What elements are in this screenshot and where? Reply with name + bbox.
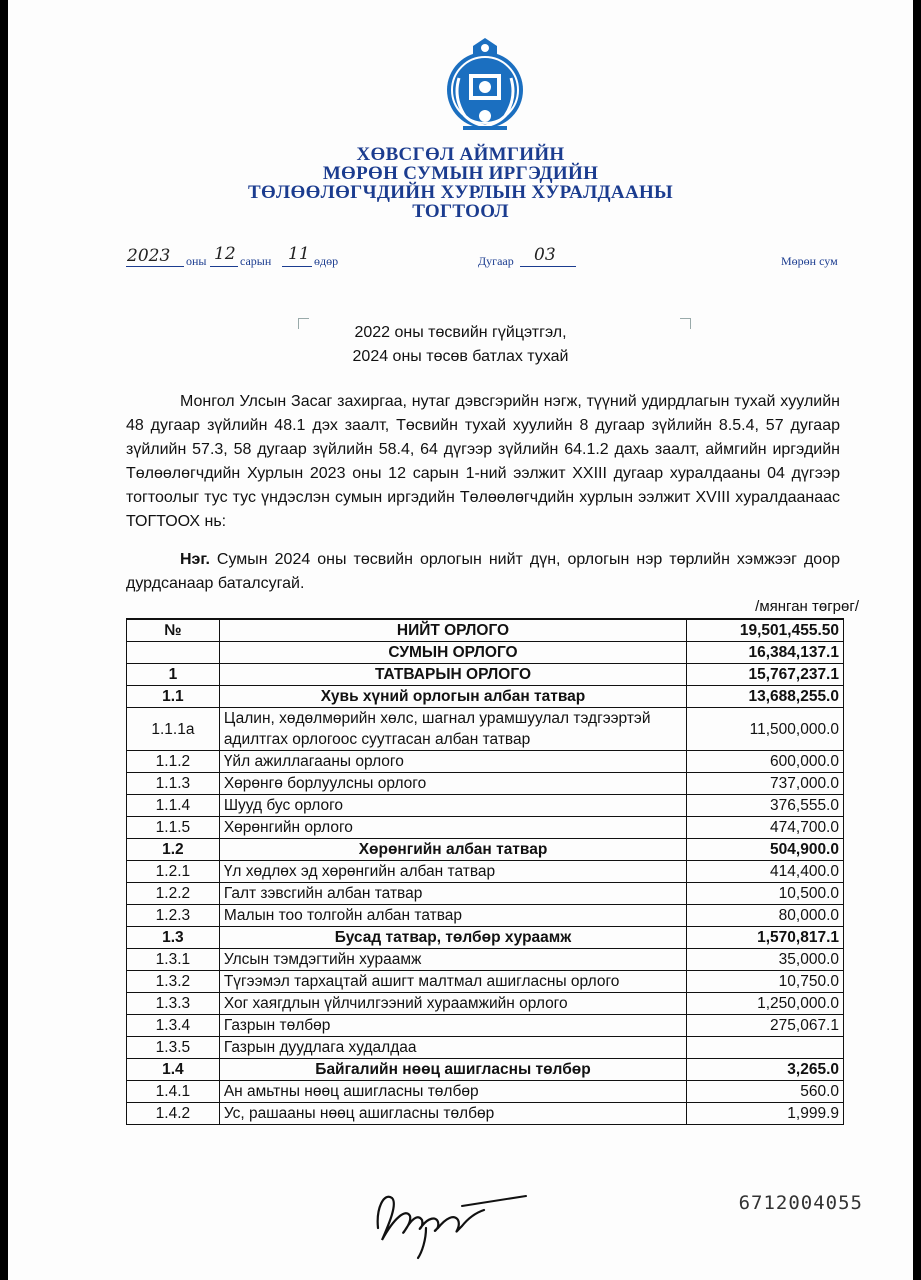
row-amount-cell: 737,000.0 xyxy=(687,773,844,795)
table-row xyxy=(127,927,844,949)
row-name-cell: Улсын тэмдэгтийн хураамж xyxy=(219,949,686,971)
row-name-cell: ТАТВАРЫН ОРЛОГО xyxy=(219,664,686,686)
table-row xyxy=(127,993,844,1015)
row-number-cell: 1.3.3 xyxy=(127,993,220,1015)
row-amount-cell: 16,384,137.1 xyxy=(687,642,844,664)
row-amount-cell: 10,750.0 xyxy=(687,971,844,993)
table-row xyxy=(127,817,844,839)
row-number-cell: 1.2.1 xyxy=(127,861,220,883)
row-amount-cell: 504,900.0 xyxy=(687,839,844,861)
table-row xyxy=(127,839,844,861)
row-name-cell: Газрын дуудлага худалдаа xyxy=(219,1037,686,1059)
number-label: Дугаар xyxy=(478,254,514,268)
row-amount-cell xyxy=(687,1037,844,1059)
row-amount-cell: 3,265.0 xyxy=(687,1059,844,1081)
table-row xyxy=(127,773,844,795)
row-number-cell: 1.3.1 xyxy=(127,949,220,971)
table-row xyxy=(127,664,844,686)
row-number-cell: 1 xyxy=(127,664,220,686)
clause-text: Сумын 2024 оны төсвийн орлогын нийт дүн, орлогын нэр төрлийн хэмжээг доор дурдсанаар баталсугай. xyxy=(126,551,840,592)
row-number-cell: 1.4.1 xyxy=(127,1081,220,1103)
row-amount-cell: 35,000.0 xyxy=(687,949,844,971)
day-handwritten: 11 xyxy=(288,244,310,264)
row-number-cell: 1.4 xyxy=(127,1059,220,1081)
table-row xyxy=(127,949,844,971)
row-name-cell: НИЙТ ОРЛОГО xyxy=(219,619,686,642)
row-number-cell: 1.3 xyxy=(127,927,220,949)
row-amount-cell: 10,500.0 xyxy=(687,883,844,905)
table-row xyxy=(127,861,844,883)
month-handwritten: 12 xyxy=(214,244,236,264)
row-name-cell: Цалин, хөдөлмөрийн хөлс, шагнал урамшуулал тэдгээртэй адилтгах орлогоос суутгасан албан татвар xyxy=(219,708,686,751)
row-amount-cell: 474,700.0 xyxy=(687,817,844,839)
row-number-cell xyxy=(127,642,220,664)
subject-line-1: 2022 оны төсвийн гүйцэтгэл, xyxy=(354,324,567,341)
row-amount-cell: 19,501,455.50 xyxy=(687,619,844,642)
row-amount-cell: 15,767,237.1 xyxy=(687,664,844,686)
row-name-cell: Түгээмэл тархацтай ашигт малтмал ашигласны орлого xyxy=(219,971,686,993)
row-name-cell: Хог хаягдлын үйлчилгээний хураамжийн орлого xyxy=(219,993,686,1015)
subject-line-2: 2024 оны төсөв батлах тухай xyxy=(352,348,569,365)
row-name-cell: Хөрөнгийн орлого xyxy=(219,817,686,839)
table-row xyxy=(127,642,844,664)
row-number-cell: 1.1.1а xyxy=(127,708,220,751)
row-name-cell: Ус, рашааны нөөц ашигласны төлбөр xyxy=(219,1103,686,1125)
row-number-cell: № xyxy=(127,619,220,642)
row-name-cell: Газрын төлбөр xyxy=(219,1015,686,1037)
row-number-cell: 1.4.2 xyxy=(127,1103,220,1125)
month-label: сарын xyxy=(240,254,272,268)
year-label: оны xyxy=(186,254,207,268)
org-name-line-3: ТӨЛӨӨЛӨГЧДИЙН ХУРЛЫН ХУРАЛДААНЫ xyxy=(247,182,674,203)
row-amount-cell: 275,067.1 xyxy=(687,1015,844,1037)
row-number-cell: 1.1.3 xyxy=(127,773,220,795)
row-name-cell: Хөрөнгө борлуулсны орлого xyxy=(219,773,686,795)
day-label: өдөр xyxy=(314,254,339,268)
row-number-cell: 1.1.4 xyxy=(127,795,220,817)
row-number-cell: 1.2.2 xyxy=(127,883,220,905)
signature-icon xyxy=(366,1178,536,1262)
row-amount-cell: 414,400.0 xyxy=(687,861,844,883)
preamble-paragraph xyxy=(126,390,840,534)
preamble-text: Монгол Улсын Засаг захиргаа, нутаг дэвсгэрийн нэгж, түүний удирдлагын тухай хуулийн 48 дугаар зүйлийн 48.1 дэх заалт, Төсвийн тухай хуулийн 8 дугаар зүйлийн 8.5.4, 57 дугаар зүйлийн 57.3, 58 дугаар зүйлийн 58.4, 64 дүгээр зүйлийн 64.1.2 дахь заалт, аймгийн иргэдийн Төлөөлөгчдийн Хурлын 2023 оны 12 сарын 1-ний ээлжит XXIII дугаар хуралдааны 04 дүгээр тогтоолыг тус тус үндэслэн сумын иргэдийн Төлөөлөгчдийн хурлын ээлжит XVIII хуралдаанаас ТОГТООХ нь: xyxy=(126,393,840,530)
state-emblem-icon xyxy=(443,38,527,134)
row-number-cell: 1.1 xyxy=(127,686,220,708)
row-number-cell: 1.3.4 xyxy=(127,1015,220,1037)
table-row xyxy=(127,1059,844,1081)
row-amount-cell: 600,000.0 xyxy=(687,751,844,773)
table-row xyxy=(127,971,844,993)
row-number-cell: 1.1.2 xyxy=(127,751,220,773)
row-name-cell: СУМЫН ОРЛОГО xyxy=(219,642,686,664)
row-amount-cell: 13,688,255.0 xyxy=(687,686,844,708)
row-name-cell: Бусад татвар, төлбөр хураамж xyxy=(219,927,686,949)
row-amount-cell: 1,570,817.1 xyxy=(687,927,844,949)
clause-paragraph xyxy=(126,548,840,596)
date-number-row xyxy=(0,244,921,274)
row-amount-cell: 80,000.0 xyxy=(687,905,844,927)
table-row xyxy=(127,905,844,927)
row-name-cell: Хувь хүний орлогын албан татвар xyxy=(219,686,686,708)
row-number-cell: 1.3.5 xyxy=(127,1037,220,1059)
table-row xyxy=(127,795,844,817)
document-type-title: ТОГТООЛ xyxy=(412,201,509,222)
row-number-cell: 1.1.5 xyxy=(127,817,220,839)
row-name-cell: Байгалийн нөөц ашигласны төлбөр xyxy=(219,1059,686,1081)
year-handwritten: 2023 xyxy=(127,246,171,266)
row-name-cell: Үл хөдлөх эд хөрөнгийн албан татвар xyxy=(219,861,686,883)
table-row xyxy=(127,1103,844,1125)
row-amount-cell: 1,250,000.0 xyxy=(687,993,844,1015)
org-name-line-1: ХӨВСГӨЛ АЙМГИЙН xyxy=(356,144,565,165)
row-number-cell: 1.2.3 xyxy=(127,905,220,927)
org-name-line-2: МӨРӨН СУМЫН ИРГЭДИЙН xyxy=(322,163,599,184)
table-row xyxy=(127,1015,844,1037)
row-amount-cell: 1,999.9 xyxy=(687,1103,844,1125)
table-row xyxy=(127,1037,844,1059)
income-table xyxy=(126,618,844,1125)
row-name-cell: Галт зэвсгийн албан татвар xyxy=(219,883,686,905)
table-row xyxy=(127,619,844,642)
row-name-cell: Малын тоо толгойн албан татвар xyxy=(219,905,686,927)
unit-label: /мянган төгрөг/ xyxy=(755,598,859,615)
serial-number: 6712004055 xyxy=(738,1192,863,1214)
table-row xyxy=(127,708,844,751)
row-number-cell: 1.2 xyxy=(127,839,220,861)
row-name-cell: Хөрөнгийн албан татвар xyxy=(219,839,686,861)
row-amount-cell: 560.0 xyxy=(687,1081,844,1103)
row-name-cell: Үйл ажиллагааны орлого xyxy=(219,751,686,773)
table-row xyxy=(127,1081,844,1103)
row-number-cell: 1.3.2 xyxy=(127,971,220,993)
table-row xyxy=(127,883,844,905)
table-row xyxy=(127,751,844,773)
row-name-cell: Ан амьтны нөөц ашигласны төлбөр xyxy=(219,1081,686,1103)
number-handwritten: 03 xyxy=(534,245,556,265)
place-label: Мөрөн сум xyxy=(781,254,838,268)
row-amount-cell: 376,555.0 xyxy=(687,795,844,817)
row-name-cell: Шууд бус орлого xyxy=(219,795,686,817)
table-row xyxy=(127,686,844,708)
row-amount-cell: 11,500,000.0 xyxy=(687,708,844,751)
clause-lead: Нэг. xyxy=(180,551,210,568)
